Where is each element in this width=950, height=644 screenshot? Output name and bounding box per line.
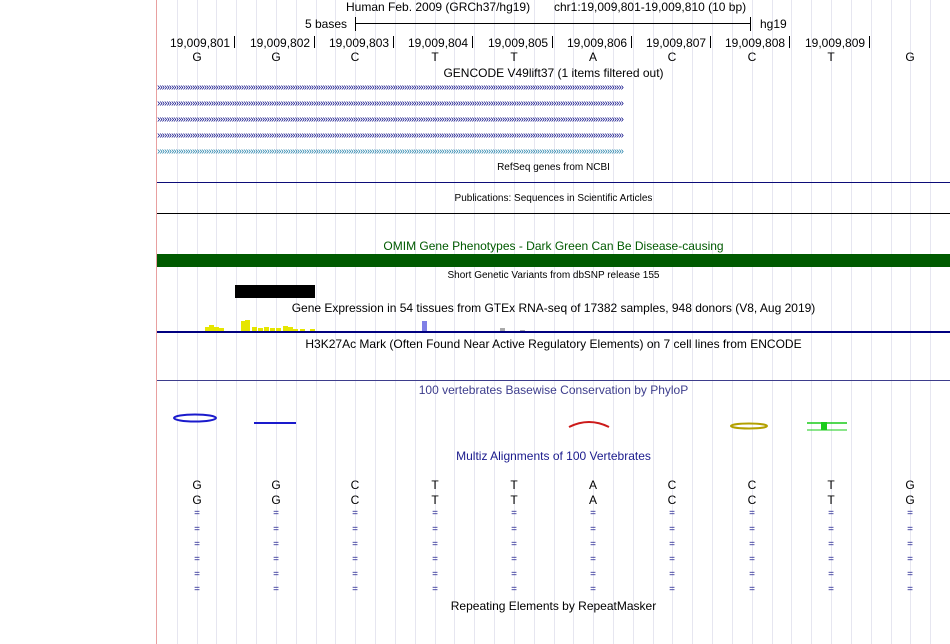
gtex-track-title: Gene Expression in 54 tissues from GTEx RNA-seq of 17382 samples, 948 donors (V8, Aug 2019) xyxy=(291,301,816,315)
alignment-base: = xyxy=(432,554,438,565)
alignment-base: = xyxy=(194,539,200,550)
alignment-base: C xyxy=(747,493,757,507)
sequence-base: C xyxy=(747,50,757,64)
alignment-base: = xyxy=(194,584,200,595)
scale-bar-left xyxy=(355,17,356,31)
position-label: 19,009,805 xyxy=(488,36,549,50)
alignment-base: = xyxy=(194,569,200,580)
alignment-base: = xyxy=(669,554,675,565)
alignment-base: = xyxy=(511,539,517,550)
alignment-base: = xyxy=(273,508,279,519)
dbsnp-variant[interactable] xyxy=(235,285,315,298)
alignment-base: T xyxy=(827,478,835,492)
alignment-base: = xyxy=(432,584,438,595)
phylop-logo-c xyxy=(731,424,767,429)
grid-line xyxy=(633,0,634,644)
grid-line xyxy=(316,0,317,644)
grid-line xyxy=(772,0,773,644)
alignment-base: = xyxy=(352,508,358,519)
grid-line xyxy=(712,0,713,644)
alignment-base: = xyxy=(907,584,913,595)
gtex-tissue-bar xyxy=(245,320,250,331)
alignment-base: = xyxy=(828,584,834,595)
position-tick xyxy=(234,36,235,48)
alignment-base: = xyxy=(590,524,596,535)
alignment-base: = xyxy=(749,508,755,519)
publications-track-title: Publications: Sequences in Scientific Articles xyxy=(454,193,653,204)
alignment-base: C xyxy=(350,493,360,507)
phylop-track-title: 100 vertebrates Basewise Conservation by PhyloP xyxy=(418,383,689,397)
position-label: 19,009,808 xyxy=(725,36,786,50)
alignment-base: = xyxy=(590,508,596,519)
gencode-transcript-5[interactable]: ›››››››››››››››››››››››››››››››››››››››››››››››››››››››››››››››››››››››››››››››››››››››››››››››››››››››››››››››››››››››››››››››››››››››››››››››››››››››››››››››››››››››››››››››››››››››››››››››››››››››› xyxy=(157,147,624,157)
refseq-gene-line[interactable] xyxy=(157,182,950,183)
gencode-transcript-2[interactable]: ›››››››››››››››››››››››››››››››››››››››››››››››››››››››››››››››››››››››››››››››››››››››››››››››››››››››››››››››››››››››››››››››››››››››››››››››››››››››››››››››››››››››››››››››››››››››››››››››››››››››› xyxy=(157,99,624,109)
alignment-base: C xyxy=(667,478,677,492)
alignment-base: = xyxy=(273,539,279,550)
alignment-base: = xyxy=(907,569,913,580)
alignment-base: = xyxy=(432,569,438,580)
alignment-base: = xyxy=(749,584,755,595)
grid-line xyxy=(375,0,376,644)
alignment-base: = xyxy=(432,539,438,550)
position-label: 19,009,809 xyxy=(805,36,866,50)
position-label: 19,009,802 xyxy=(250,36,311,50)
alignment-base: = xyxy=(749,524,755,535)
alignment-base: = xyxy=(273,584,279,595)
gtex-gene-line xyxy=(157,331,950,333)
dbsnp-track-title: Short Genetic Variants from dbSNP release 155 xyxy=(447,270,660,281)
alignment-base: = xyxy=(352,539,358,550)
alignment-base: C xyxy=(667,493,677,507)
alignment-base: = xyxy=(273,554,279,565)
alignment-base: = xyxy=(828,539,834,550)
position-label: 19,009,804 xyxy=(408,36,469,50)
alignment-base: G xyxy=(905,493,915,507)
alignment-base: = xyxy=(273,524,279,535)
grid-line xyxy=(692,0,693,644)
alignment-base: = xyxy=(590,539,596,550)
alignment-base: = xyxy=(273,569,279,580)
gencode-transcript-1[interactable]: ›››››››››››››››››››››››››››››››››››››››››››››››››››››››››››››››››››››››››››››››››››››››››››››››››››››››››››››››››››››››››››››››››››››››››››››››››››››››››››››››››››››››››››››››››››››››››››››››››››››››› xyxy=(157,83,624,93)
alignment-base: = xyxy=(907,524,913,535)
alignment-base: = xyxy=(907,508,913,519)
sequence-base: C xyxy=(350,50,360,64)
position-tick xyxy=(393,36,394,48)
gtex-tissue-bar xyxy=(422,321,427,331)
position-tick xyxy=(552,36,553,48)
alignment-base: T xyxy=(510,478,518,492)
grid-line xyxy=(851,0,852,644)
sequence-base: C xyxy=(667,50,677,64)
alignment-base: G xyxy=(271,478,281,492)
refseq-track-title: RefSeq genes from NCBI xyxy=(497,162,610,173)
alignment-base: = xyxy=(352,569,358,580)
alignment-base: C xyxy=(747,478,757,492)
position-tick xyxy=(789,36,790,48)
omim-gene-bar[interactable] xyxy=(157,254,950,267)
h3k27ac-track-title: H3K27Ac Mark (Often Found Near Active Regulatory Elements) on 7 cell lines from ENCODE xyxy=(305,337,802,351)
alignment-base: = xyxy=(669,569,675,580)
grid-line xyxy=(613,0,614,644)
alignment-base: = xyxy=(669,524,675,535)
alignment-base: = xyxy=(669,508,675,519)
position-label: 19,009,807 xyxy=(646,36,707,50)
position-label: 19,009,801 xyxy=(170,36,231,50)
alignment-base: = xyxy=(828,554,834,565)
alignment-base: T xyxy=(431,493,439,507)
sequences-line[interactable] xyxy=(157,213,950,214)
alignment-base: = xyxy=(432,508,438,519)
omim-track-title: OMIM Gene Phenotypes - Dark Green Can Be Disease-causing xyxy=(383,239,724,253)
alignment-base: A xyxy=(588,478,597,492)
grid-line xyxy=(871,0,872,644)
alignment-base: = xyxy=(352,554,358,565)
alignment-base: = xyxy=(590,569,596,580)
alignment-base: G xyxy=(271,493,281,507)
alignment-base: = xyxy=(511,584,517,595)
position-label: 19,009,806 xyxy=(567,36,628,50)
alignment-base: = xyxy=(749,569,755,580)
position-tick xyxy=(472,36,473,48)
phylop-logo-t-stem xyxy=(821,422,827,430)
alignment-base: = xyxy=(511,554,517,565)
scale-bar xyxy=(355,23,751,24)
position-tick xyxy=(869,36,870,48)
alignment-base: = xyxy=(907,554,913,565)
sequence-base: G xyxy=(271,50,281,64)
grid-line xyxy=(236,0,237,644)
alignment-base: T xyxy=(510,493,518,507)
scale-text: 5 bases xyxy=(305,17,348,31)
alignment-base: = xyxy=(907,539,913,550)
alignment-base: G xyxy=(905,478,915,492)
alignment-base: = xyxy=(511,569,517,580)
sequence-base: T xyxy=(827,50,835,64)
repeatmasker-track-title: Repeating Elements by RepeatMasker xyxy=(450,599,657,613)
alignment-base: A xyxy=(588,493,597,507)
alignment-base: = xyxy=(828,524,834,535)
grid-line xyxy=(534,0,535,644)
alignment-base: = xyxy=(749,554,755,565)
gencode-track-title: GENCODE V49lift37 (1 items filtered out) xyxy=(443,66,664,80)
position-label: 19,009,803 xyxy=(329,36,390,50)
sequence-base: T xyxy=(510,50,518,64)
gencode-transcript-3[interactable]: ›››››››››››››››››››››››››››››››››››››››››››››››››››››››››››››››››››››››››››››››››››››››››››››››››››››››››››››››››››››››››››››››››››››››››››››››››››››››››››››››››››››››››››››››››››››››››››››››››››››››› xyxy=(157,115,624,125)
grid-line xyxy=(395,0,396,644)
alignment-base: = xyxy=(590,584,596,595)
alignment-base: = xyxy=(194,524,200,535)
scale-db: hg19 xyxy=(760,17,787,31)
track-label-panel xyxy=(0,0,156,644)
gencode-transcript-4[interactable]: ›››››››››››››››››››››››››››››››››››››››››››››››››››››››››››››››››››››››››››››››››››››››››››››››››››››››››››››››››››››››››››››››››››››››››››››››››››››››››››››››››››››››››››››››››››››››››››››››››››››››› xyxy=(157,131,624,141)
alignment-base: = xyxy=(432,524,438,535)
position-readout: chr1:19,009,801-19,009,810 (10 bp) xyxy=(554,0,747,14)
assembly-title: Human Feb. 2009 (GRCh37/hg19) xyxy=(346,0,531,14)
position-tick xyxy=(710,36,711,48)
multiz-track-title: Multiz Alignments of 100 Vertebrates xyxy=(456,449,651,463)
alignment-base: = xyxy=(511,524,517,535)
alignment-base: G xyxy=(192,493,202,507)
grid-line xyxy=(930,0,931,644)
h3k27ac-baseline xyxy=(157,380,950,381)
alignment-base: = xyxy=(194,554,200,565)
grid-line xyxy=(296,0,297,644)
alignment-base: G xyxy=(192,478,202,492)
alignment-base: = xyxy=(590,554,596,565)
sequence-base: G xyxy=(905,50,915,64)
alignment-base: C xyxy=(350,478,360,492)
alignment-base: = xyxy=(828,508,834,519)
alignment-base: = xyxy=(352,524,358,535)
scale-bar-right xyxy=(750,17,751,31)
alignment-base: = xyxy=(194,508,200,519)
sequence-base: T xyxy=(431,50,439,64)
phylop-logo-g1 xyxy=(174,415,216,422)
alignment-base: = xyxy=(352,584,358,595)
alignment-base: = xyxy=(511,508,517,519)
grid-line xyxy=(554,0,555,644)
phylop-logo[interactable] xyxy=(157,405,950,435)
alignment-base: = xyxy=(828,569,834,580)
alignment-base: T xyxy=(431,478,439,492)
alignment-base: T xyxy=(827,493,835,507)
alignment-base: = xyxy=(669,539,675,550)
sequence-base: A xyxy=(588,50,597,64)
position-tick xyxy=(631,36,632,48)
alignment-base: = xyxy=(669,584,675,595)
sequence-base: G xyxy=(192,50,202,64)
alignment-base: = xyxy=(749,539,755,550)
grid-line xyxy=(474,0,475,644)
phylop-logo-a xyxy=(569,422,609,427)
position-tick xyxy=(314,36,315,48)
grid-line xyxy=(791,0,792,644)
